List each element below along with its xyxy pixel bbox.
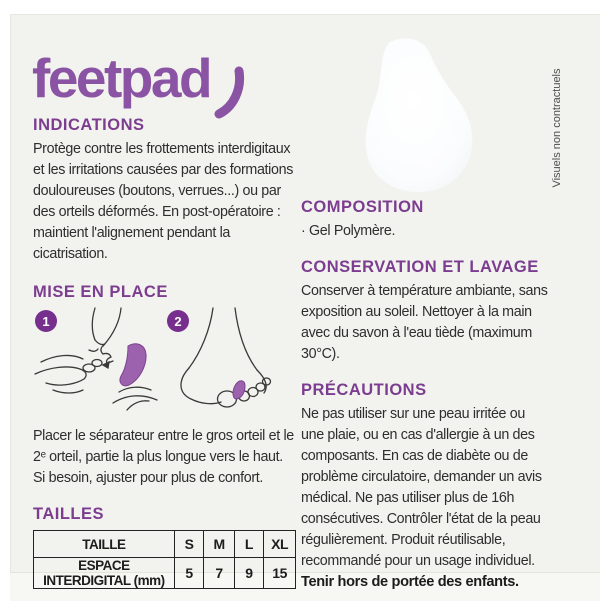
size-col-s: S (174, 531, 204, 558)
composition-title: COMPOSITION (301, 198, 424, 216)
brand-logo-text: feetpad (32, 47, 211, 109)
conservation-title: CONSERVATION ET LAVAGE (301, 258, 539, 276)
step-1 (33, 306, 161, 418)
value-xl: 15 (264, 558, 296, 589)
size-col-m: M (204, 531, 234, 558)
tailles-title: TAILLES (33, 505, 105, 523)
step-2-badge: 2 (167, 310, 189, 332)
indications-title: INDICATIONS (33, 116, 145, 134)
section-tailles (33, 505, 296, 589)
size-col-l: L (234, 531, 263, 558)
precautions-title: PRÉCAUTIONS (301, 381, 427, 399)
sizes-table (33, 530, 296, 589)
step-2 (165, 306, 293, 418)
value-s: 5 (174, 558, 204, 589)
section-indications (33, 116, 296, 265)
section-conservation (301, 258, 549, 365)
section-composition (301, 198, 549, 242)
precautions-body: Ne pas utiliser sur une peau irritée ou une plaie, ou en cas d'allergie à un des composants. En cas de diabète ou de problème circulatoire, demander un avis médical. Ne pas utiliser plus de 16h consécutives. Contrôler l'état de la peau régulièrement. Produit réutilisable, recommandé pour un usage individuel. (301, 406, 542, 569)
side-note-visuels: Visuels non contractuels (551, 68, 563, 188)
section-precautions (301, 381, 549, 593)
sizes-table-values-row (34, 558, 296, 589)
value-l: 9 (234, 558, 263, 589)
conservation-body: Conserver à température ambiante, sans exposition au soleil. Nettoyer à la main avec du savon à l'eau tiède (maximum 30°C). (301, 283, 548, 362)
step-1-badge: 1 (35, 310, 57, 332)
sizes-table-header-taille: TAILLE (34, 531, 175, 558)
indications-body: Protège contre les frottements interdigitaux et les irritations causées par des formations douloureuses (boutons, verrues...) ou par des orteils déformés. En post-opératoire : maintient l'alignement pendant la cicatrisation. (33, 141, 293, 262)
value-m: 7 (204, 558, 234, 589)
composition-body: · Gel Polymère. (301, 223, 396, 239)
interdigital-space-label: ESPACE INTERDIGITAL (mm) (34, 558, 175, 589)
right-column (301, 198, 549, 607)
mise-en-place-title: MISE EN PLACE (33, 283, 168, 301)
product-photo-gel-separator (328, 32, 538, 202)
mise-en-place-body: Placer le séparateur entre le gros orteil et le 2ᵉ orteil, partie la plus longue vers le haut. Si besoin, ajuster pour plus de confort. (33, 428, 294, 486)
brand-logo (32, 22, 246, 109)
precautions-warning-bold: Tenir hors de portée des enfants. (301, 574, 519, 590)
steps-illustrations (33, 306, 296, 418)
sizes-table-header-row (34, 531, 296, 558)
logo-swoosh-icon (214, 66, 246, 120)
left-column (33, 116, 296, 603)
section-mise-en-place (33, 283, 296, 489)
size-col-xl: XL (264, 531, 296, 558)
